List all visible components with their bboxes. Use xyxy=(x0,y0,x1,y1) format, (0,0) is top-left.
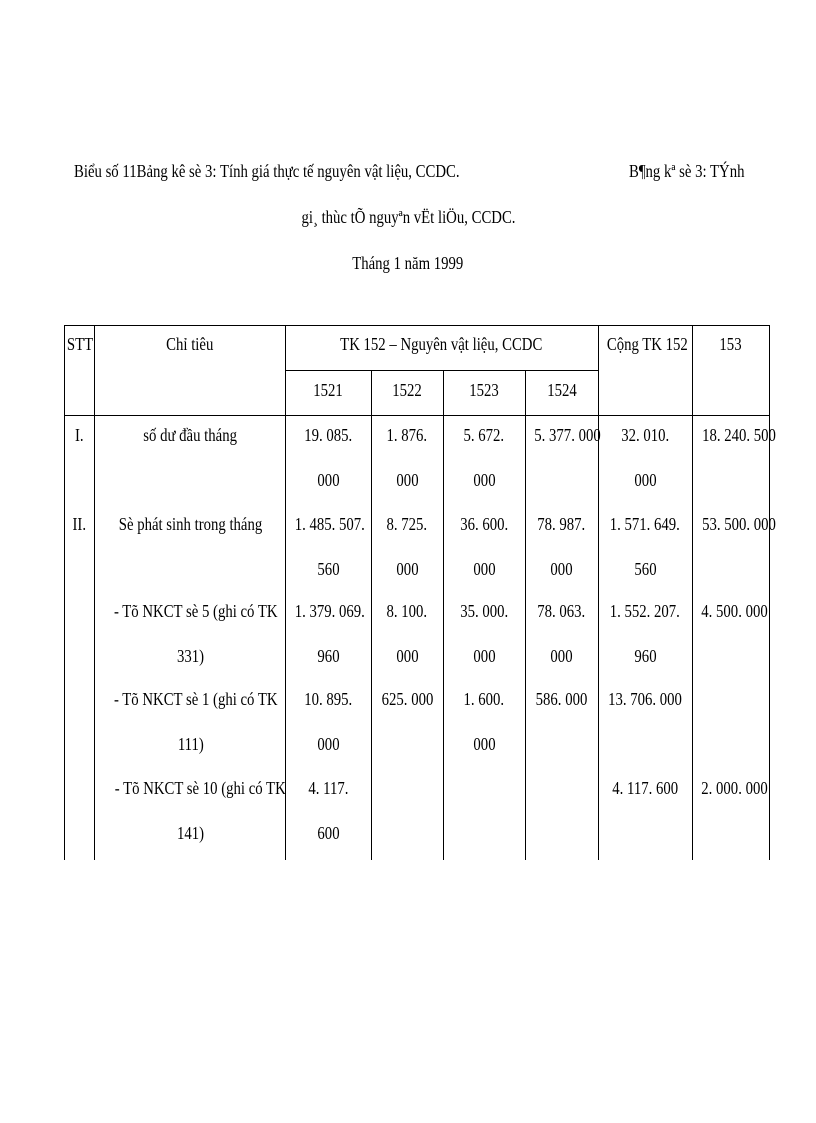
row-value-c1522: 625. 000 xyxy=(381,689,433,709)
row-value-c1523: 000 xyxy=(472,734,496,754)
row-value-c1521: 600 xyxy=(316,823,340,843)
column-divider xyxy=(371,370,372,860)
row-value-c1521: 1. 485. 507. xyxy=(294,514,365,534)
row-value-c1522: 000 xyxy=(395,470,419,490)
row-value-c1522: 8. 725. xyxy=(386,514,428,534)
header-sub-1521: 1521 xyxy=(313,380,343,400)
column-divider xyxy=(769,325,770,860)
row-value-c1521: 560 xyxy=(316,559,340,579)
column-divider xyxy=(525,370,526,860)
row-value-c1521: 960 xyxy=(316,646,340,666)
column-divider xyxy=(692,325,693,860)
row-label: số dư đầu tháng xyxy=(143,425,238,445)
row-value-c1523: 35. 000. xyxy=(460,601,508,621)
row-stt: I. xyxy=(74,425,84,445)
row-label: - Tõ NKCT sè 10 (ghi có TK xyxy=(114,778,286,798)
table-top-border xyxy=(64,325,770,326)
row-value-c1524: 78. 987. xyxy=(537,514,586,534)
row-label: 331) xyxy=(176,646,205,666)
row-value-c1524: 000 xyxy=(550,559,573,579)
row-value-c1523: 000 xyxy=(472,646,496,666)
report-title-left: Biểu số 11Bảng kê sè 3: Tính giá thực tế nguyên vật liệu, CCDC. xyxy=(74,161,460,181)
row-value-c1521: 4. 117. xyxy=(307,778,349,798)
row-value-c1524: 5. 377. 000 xyxy=(534,425,601,445)
row-value-c1522: 000 xyxy=(395,559,419,579)
header-chi-tieu: Chỉ tiêu xyxy=(165,334,214,354)
row-value-c1523: 000 xyxy=(472,559,496,579)
row-value-c1521: 000 xyxy=(316,470,340,490)
row-label: 111) xyxy=(177,734,204,754)
row-value-tk153: 2. 000. 000 xyxy=(701,778,768,798)
row-label: - Tõ NKCT sè 1 (ghi có TK xyxy=(113,689,278,709)
row-value-c1524: 78. 063. xyxy=(537,601,586,621)
row-stt: II. xyxy=(72,514,86,534)
row-value-c1523: 000 xyxy=(472,470,496,490)
row-label: - Tõ NKCT sè 5 (ghi có TK xyxy=(113,601,278,621)
row-value-cong: 4. 117. 600 xyxy=(612,778,678,798)
row-value-c1522: 8. 100. xyxy=(386,601,428,621)
row-value-cong: 560 xyxy=(633,559,657,579)
row-label: Sè phát sinh trong tháng xyxy=(118,514,263,534)
header-cong-tk152: Cộng TK 152 xyxy=(606,334,688,354)
row-value-cong: 32. 010. xyxy=(621,425,669,445)
column-divider xyxy=(598,325,599,860)
row-value-c1521: 1. 379. 069. xyxy=(294,601,365,621)
report-title-right: B¶ng kª sè 3: TÝnh xyxy=(629,161,745,181)
column-divider xyxy=(94,325,95,860)
header-tk153: 153 xyxy=(719,334,742,354)
row-value-c1522: 000 xyxy=(395,646,419,666)
row-value-c1521: 10. 895. xyxy=(304,689,352,709)
row-label: 141) xyxy=(176,823,205,843)
row-value-tk153: 18. 240. 500 xyxy=(702,425,776,445)
header-sub-1524: 1524 xyxy=(546,380,577,400)
row-value-c1523: 36. 600. xyxy=(460,514,508,534)
row-value-cong: 1. 571. 649. xyxy=(609,514,681,534)
column-divider xyxy=(443,370,444,860)
report-title-line2: gi¸ thùc tÕ nguyªn vËt liÖu, CCDC. xyxy=(301,207,515,227)
row-value-cong: 13. 706. 000 xyxy=(608,689,682,709)
row-value-cong: 000 xyxy=(633,470,657,490)
header-stt: STT xyxy=(66,334,94,354)
column-divider xyxy=(64,325,65,860)
row-value-tk153: 53. 500. 000 xyxy=(702,514,776,534)
header-sub-1522: 1522 xyxy=(392,380,422,400)
subheader-divider xyxy=(285,370,598,371)
header-tk152-group: TK 152 – Nguyên vật liệu, CCDC xyxy=(340,334,543,354)
row-value-c1524: 586. 000 xyxy=(535,689,588,709)
row-value-cong: 960 xyxy=(633,646,657,666)
row-value-c1521: 000 xyxy=(316,734,340,754)
row-value-c1523: 1. 600. xyxy=(463,689,505,709)
row-value-c1524: 000 xyxy=(550,646,573,666)
report-period: Tháng 1 năm 1999 xyxy=(352,253,464,273)
row-value-cong: 1. 552. 207. xyxy=(609,601,681,621)
row-value-c1523: 5. 672. xyxy=(463,425,505,445)
row-value-tk153: 4. 500. 000 xyxy=(701,601,768,621)
row-value-c1522: 1. 876. xyxy=(386,425,428,445)
header-bottom-border xyxy=(64,415,770,416)
row-value-c1521: 19. 085. xyxy=(304,425,352,445)
header-sub-1523: 1523 xyxy=(469,380,499,400)
